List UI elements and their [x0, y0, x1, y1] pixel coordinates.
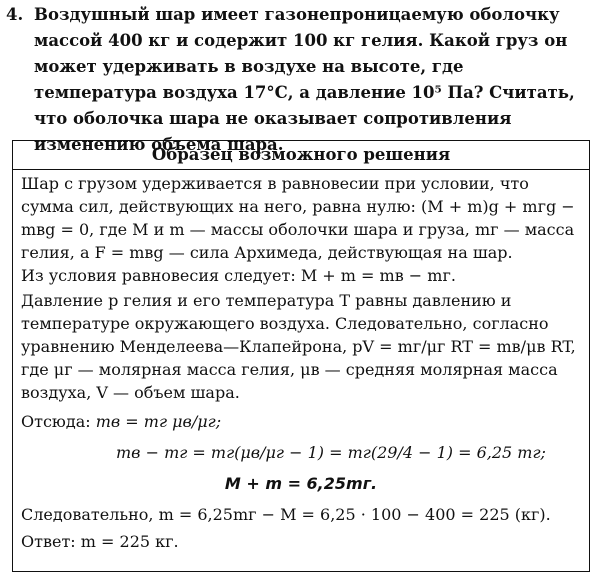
solution-paragraph-2: Из условия равновесия следует: M + m = mв − mг. — [21, 266, 456, 285]
answer: Ответ: m = 225 кг. — [21, 532, 179, 551]
eq2: mв − mг = mг(μв/μг − 1) = mг(29/4 − 1) = 6,25 mг; — [116, 443, 546, 462]
solution-paragraph-3: Давление p гелия и его температура T равны давлению и температуре окружающего воздуха. Следовательно, согласно уравнению Менделеева—Клапейрона, pV = mг/μг RT = mв/μв RT, где μг — молярная масса гелия, μв — средняя молярная масса воздуха, V — объем шара. — [21, 291, 576, 402]
solution-box — [12, 140, 590, 572]
solution-header: Образец возможного решения — [13, 141, 589, 170]
problem-text: Воздушный шар имеет газонепроницаемую оболочку массой 400 кг и содержит 100 кг гелия. Какой груз он может удерживать в воздухе на высоте, где температура воздуха 17°С, а давление 10⁵ Па? Считать, что оболочка шара не оказывает сопротивления изменению объема шара. — [34, 5, 575, 154]
solution-paragraph-1: Шар с грузом удерживается в равновесии при условии, что сумма сил, действующих на него, равна нулю: (M + m)g + mгg − mвg = 0, где M и m — массы оболочки шара и груза, mг — масса гелия, а F = mвg — сила Архимеда, действующая на шар. — [21, 174, 575, 262]
solution-content — [13, 170, 589, 553]
eq3: M + m = 6,25mг. — [224, 474, 378, 493]
problem-statement — [6, 2, 592, 158]
problem-number: 4. — [6, 5, 24, 24]
eq1-label: Отсюда: — [21, 412, 91, 431]
eq1-line — [21, 410, 581, 433]
eq1: mв = mг μв/μг; — [95, 412, 222, 431]
conclusion: Следовательно, m = 6,25mг − M = 6,25 · 100 − 400 = 225 (кг). — [21, 505, 551, 524]
